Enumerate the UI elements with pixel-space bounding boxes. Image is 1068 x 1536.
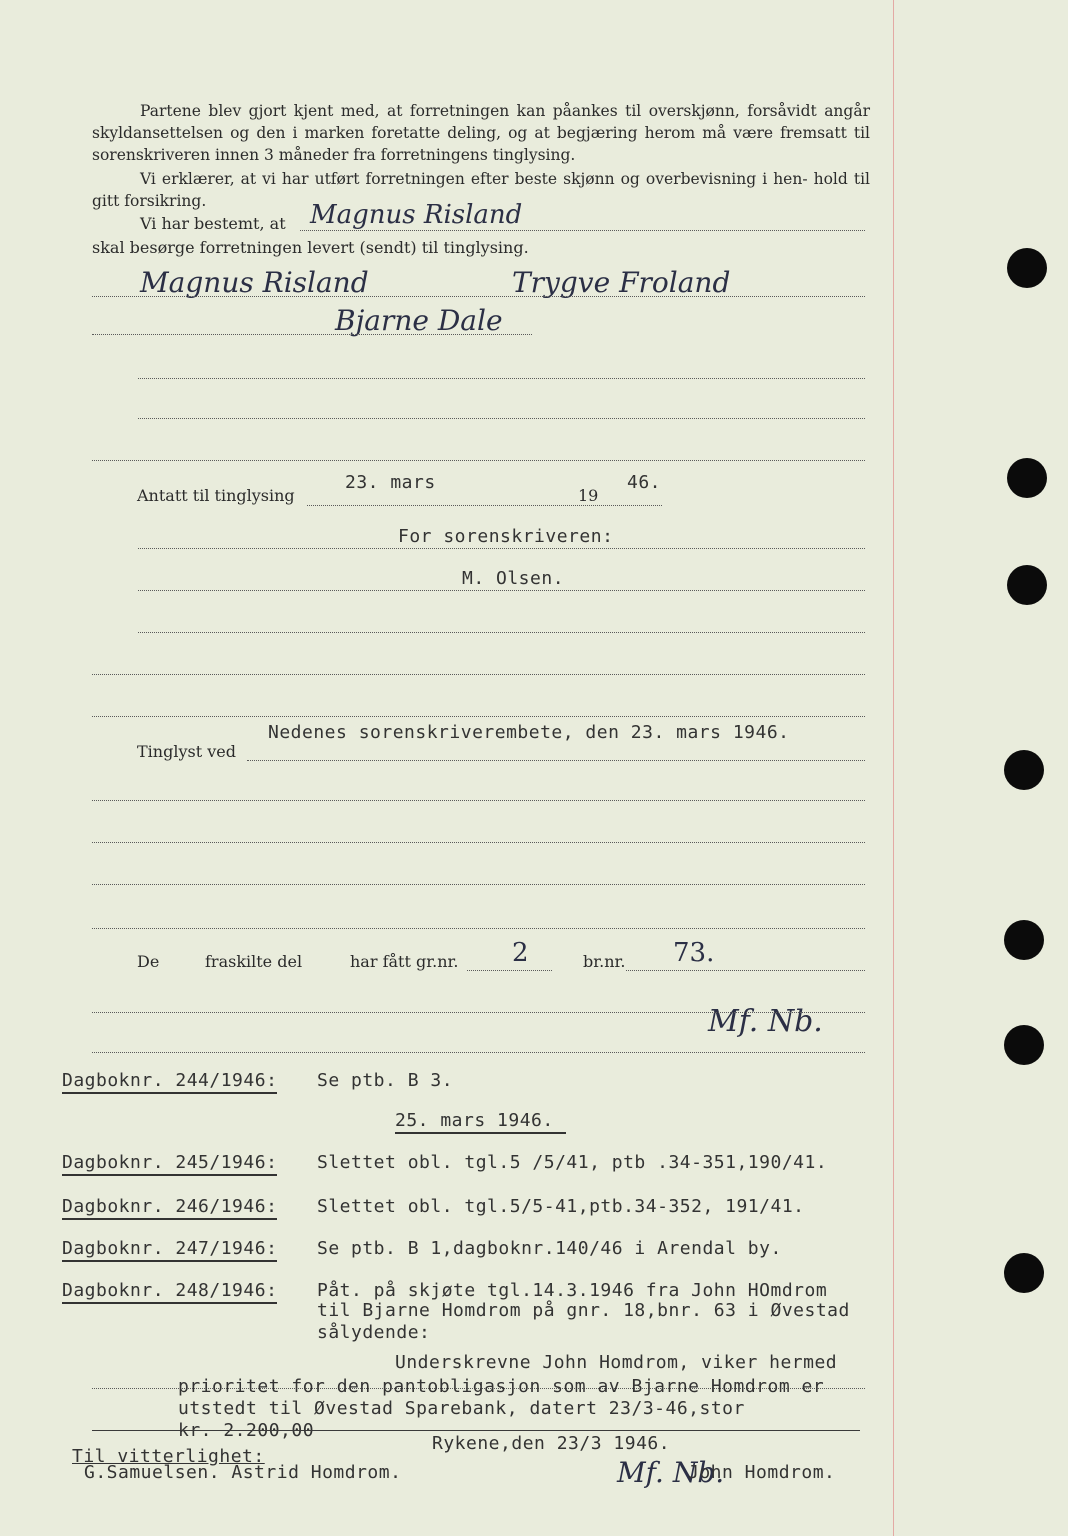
entry-text: Påt. på skjøte tgl.14.3.1946 fra John HOmdrom (317, 1280, 828, 1301)
grnr-value: 2 (512, 938, 529, 968)
entry248-line6: utstedt til Øvestad Sparebank, datert 23/3-46,stor (178, 1398, 745, 1419)
punch-hole (1004, 1025, 1044, 1065)
signature-1: Magnus Risland (140, 266, 369, 299)
for-sorenskriveren: For sorenskriveren: (398, 526, 614, 547)
entry248-line5: prioritet for den pantobligasjon som av Bjarne Homdrom er (178, 1376, 825, 1397)
entry248-line2: til Bjarne Homdrom på gnr. 18,bnr. 63 i Øvestad (317, 1300, 850, 1321)
entry-text: Se ptb. B 1,dagboknr.140/46 i Arendal by. (317, 1238, 782, 1259)
dotted-rule (626, 970, 865, 971)
handwritten-initials: Mf. Nb. (617, 1456, 725, 1489)
dotted-rule (92, 460, 865, 461)
tinglyst-text: Nedenes sorenskriverembete, den 23. mars 1946. (268, 722, 790, 743)
entry-id: Dagboknr. 248/1946: (62, 1280, 277, 1304)
entry-text: Slettet obl. tgl.5/5-41,ptb.34-352, 191/41. (317, 1196, 805, 1217)
dotted-rule (92, 884, 865, 885)
punch-hole (1004, 1253, 1044, 1293)
fraskilte-w2: fraskilte del (205, 952, 303, 971)
entry-text: Se ptb. B 3. (317, 1070, 454, 1091)
punch-hole (1007, 248, 1047, 288)
tinglyst-label: Tinglyst ved (137, 742, 236, 761)
entry-text: Slettet obl. tgl.5 /5/41, ptb .34-351,190/41. (317, 1152, 828, 1173)
dotted-rule (92, 334, 532, 335)
margin-line (893, 0, 894, 1536)
brnr-label: br.nr. (583, 952, 626, 971)
entry-id: Dagboknr. 247/1946: (62, 1238, 277, 1262)
entry248-line4: Underskrevne John Homdrom, viker hermed (395, 1352, 838, 1373)
punch-hole (1004, 920, 1044, 960)
dotted-rule (92, 800, 865, 801)
fraskilte-w3: har fått gr.nr. (350, 952, 459, 971)
signature-2: Trygve Froland (512, 266, 731, 299)
entry-id: Dagboknr. 245/1946: (62, 1152, 277, 1176)
solid-rule (92, 1430, 860, 1431)
signed-by: M. Olsen. (462, 568, 565, 589)
dotted-rule (92, 674, 865, 675)
date-heading: 25. mars 1946. (395, 1110, 566, 1134)
dotted-rule (92, 842, 865, 843)
preamble-text: Partene blev gjort kjent med, at forretningen kan påankes til overskjønn, forsåvidt angår skyldansettelsen og den i marken foretatte deling, og at begjæring herom må være fremsatt til sorenskriveren innen 3 måneder fra forretningens tinglysing. (92, 102, 870, 164)
antatt-date: 23. mars (345, 472, 436, 493)
punch-hole (1007, 458, 1047, 498)
signer-name: John Homdrom. (688, 1462, 836, 1483)
dotted-rule (300, 230, 865, 231)
dotted-rule (92, 928, 865, 929)
antatt-century: 19 (578, 486, 599, 505)
dotted-rule (138, 590, 865, 591)
fraskilte-w1: De (137, 952, 160, 971)
antatt-label: Antatt til tinglysing (137, 486, 295, 505)
witnesses: G.Samuelsen. Astrid Homdrom. (84, 1462, 402, 1483)
entry-id: Dagboknr. 244/1946: (62, 1070, 277, 1094)
dotted-rule (92, 1012, 865, 1013)
decided-label: Vi har bestemt, at (140, 214, 286, 233)
witness-label: Til vitterlighet: (72, 1446, 265, 1467)
dotted-rule (92, 1052, 865, 1053)
dotted-rule (92, 716, 865, 717)
preamble-paragraph (92, 100, 870, 166)
place-date: Rykene,den 23/3 1946. (432, 1433, 671, 1454)
punch-hole (1004, 750, 1044, 790)
dotted-rule (138, 378, 865, 379)
dotted-rule (467, 970, 552, 971)
brnr-value: 73. (673, 938, 715, 968)
dotted-rule (138, 548, 865, 549)
signature-3: Bjarne Dale (335, 304, 503, 337)
declaration-text: Vi erklærer, at vi har utført forretningen efter beste skjønn og overbevisning i hen- hold til gitt forsikring. (92, 170, 870, 210)
entry248-line3: sålydende: (317, 1322, 431, 1343)
dotted-rule (138, 418, 865, 419)
dotted-rule (92, 296, 865, 297)
decided-name-handwritten: Magnus Risland (310, 200, 523, 230)
antatt-year: 46. (627, 472, 662, 493)
dotted-rule (247, 760, 865, 761)
dotted-rule (307, 505, 662, 506)
punch-hole (1007, 565, 1047, 605)
margin-initials: Mf. Nb. (708, 1004, 823, 1039)
dotted-rule (138, 632, 865, 633)
deliver-text: skal besørge forretningen levert (sendt) til tinglysing. (92, 238, 529, 257)
entry248-line7: kr. 2.200,00 (178, 1420, 315, 1441)
entry-id: Dagboknr. 246/1946: (62, 1196, 277, 1220)
